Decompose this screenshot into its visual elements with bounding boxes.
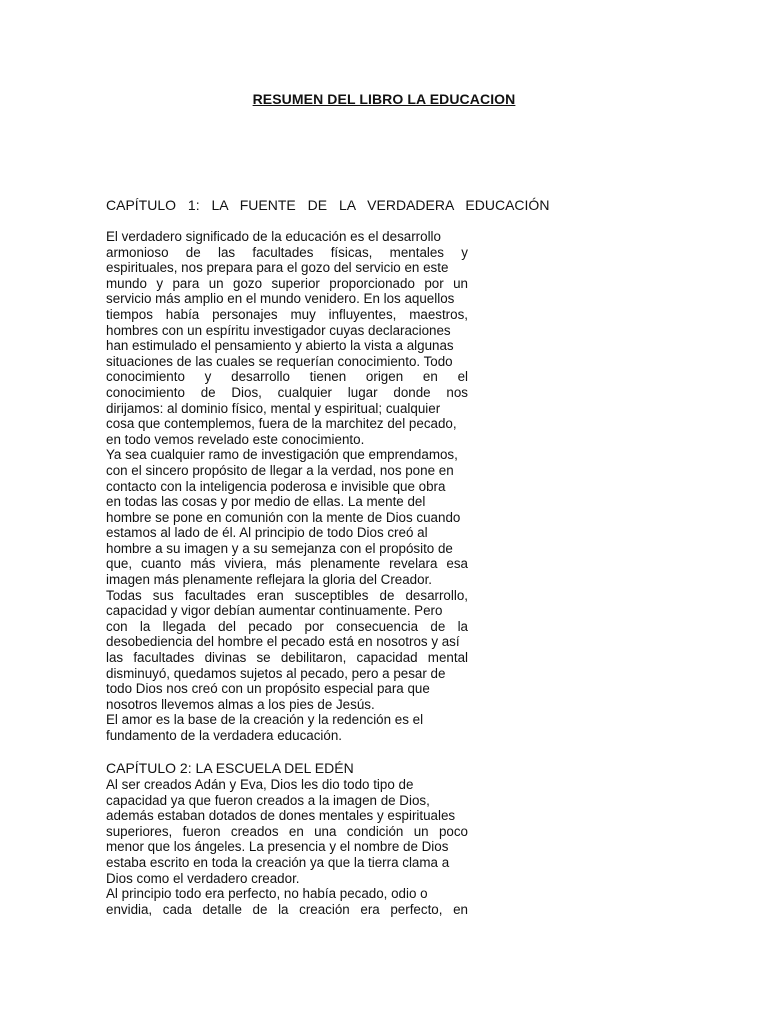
text-line: disminuyó, quedamos sujetos al pecado, pero a pesar de	[106, 665, 446, 681]
text-line: Al principio todo era perfecto, no había pecado, odio o	[106, 886, 428, 902]
text-line: Todas sus facultades eran susceptibles de desarrollo,	[106, 587, 468, 603]
text-line: espirituales, nos prepara para el gozo del servicio en este	[106, 260, 449, 276]
chapter-2-heading: CAPÍTULO 2: LA ESCUELA DEL EDÉN	[106, 760, 354, 776]
text-line: fundamento de la verdadera educación.	[106, 728, 342, 743]
text-line: servicio más amplio en el mundo venidero. En los aquellos	[106, 291, 455, 307]
text-line: desobediencia del hombre el pecado está en nosotros y así	[106, 634, 460, 650]
text-line: las facultades divinas se debilitaron, capacidad mental	[106, 650, 468, 666]
chapter-2-body	[106, 777, 468, 917]
chapter-1-body	[106, 229, 468, 744]
text-line: envidia, cada detalle de la creación era perfecto, en	[106, 901, 468, 917]
text-line: hombre se pone en comunión con la mente de Dios cuando	[106, 509, 461, 525]
text-line: contacto con la inteligencia poderosa e invisible que obra	[106, 478, 446, 494]
text-line: con el sincero propósito de llegar a la verdad, nos pone en	[106, 462, 454, 478]
text-line: han estimulado el pensamiento y abierto la vista a algunas	[106, 338, 454, 354]
text-line: nosotros llevemos almas a los pies de Jesús.	[106, 696, 375, 712]
text-line: hombre a su imagen y a su semejanza con el propósito de	[106, 540, 453, 556]
text-line: menor que los ángeles. La presencia y el nombre de Dios	[106, 839, 449, 855]
text-line: estaba escrito en toda la creación ya que la tierra clama a	[106, 854, 450, 870]
text-line: Al ser creados Adán y Eva, Dios les dio todo tipo de	[106, 777, 414, 792]
text-line: que, cuanto más viviera, más plenamente revelara esa	[106, 556, 468, 572]
text-line: dirijamos: al dominio físico, mental y espiritual; cualquier	[106, 400, 441, 416]
text-line: Ya sea cualquier ramo de investigación que emprendamos,	[106, 447, 458, 463]
text-line: imagen más plenamente reflejara la gloria del Creador.	[106, 572, 433, 588]
text-line: hombres con un espíritu investigador cuyas declaraciones	[106, 322, 451, 338]
text-line: además estaban dotados de dones mentales y espirituales	[106, 808, 456, 824]
text-line: superiores, fueron creados en una condición un poco	[106, 823, 468, 839]
text-line: con la llegada del pecado por consecuencia de la	[106, 618, 468, 634]
text-line: cosa que contemplemos, fuera de la marchitez del pecado,	[106, 416, 457, 432]
text-line: todo Dios nos creó con un propósito especial para que	[106, 681, 430, 697]
text-line: tiempos había personajes muy influyentes, maestros,	[106, 306, 468, 322]
text-line: capacidad y vigor debían aumentar continuamente. Pero	[106, 603, 443, 619]
text-line: El amor es la base de la creación y la redención es el	[106, 712, 424, 728]
text-line: situaciones de las cuales se requerían conocimiento. Todo	[106, 353, 453, 369]
text-line: conocimiento de Dios, cualquier lugar donde nos	[106, 384, 468, 400]
text-line: armonioso de las facultades físicas, mentales y	[106, 244, 468, 260]
text-line: capacidad ya que fueron creados a la imagen de Dios,	[106, 792, 430, 808]
chapter-1-heading: CAPÍTULO 1: LA FUENTE DE LA VERDADERA EDUCACIÓN	[106, 197, 550, 213]
text-line: estamos al lado de él. Al principio de todo Dios creó al	[106, 525, 428, 541]
document-title: RESUMEN DEL LIBRO LA EDUCACION	[252, 91, 516, 107]
text-line: mundo y para un gozo superior proporcionado por un	[106, 275, 468, 291]
text-line: conocimiento y desarrollo tienen origen en el	[106, 369, 468, 385]
text-line: en todas las cosas y por medio de ellas. La mente del	[106, 494, 426, 510]
text-line: El verdadero significado de la educación es el desarrollo	[106, 229, 441, 244]
text-line: en todo vemos revelado este conocimiento.	[106, 431, 365, 447]
text-line: Dios como el verdadero creador.	[106, 870, 300, 886]
